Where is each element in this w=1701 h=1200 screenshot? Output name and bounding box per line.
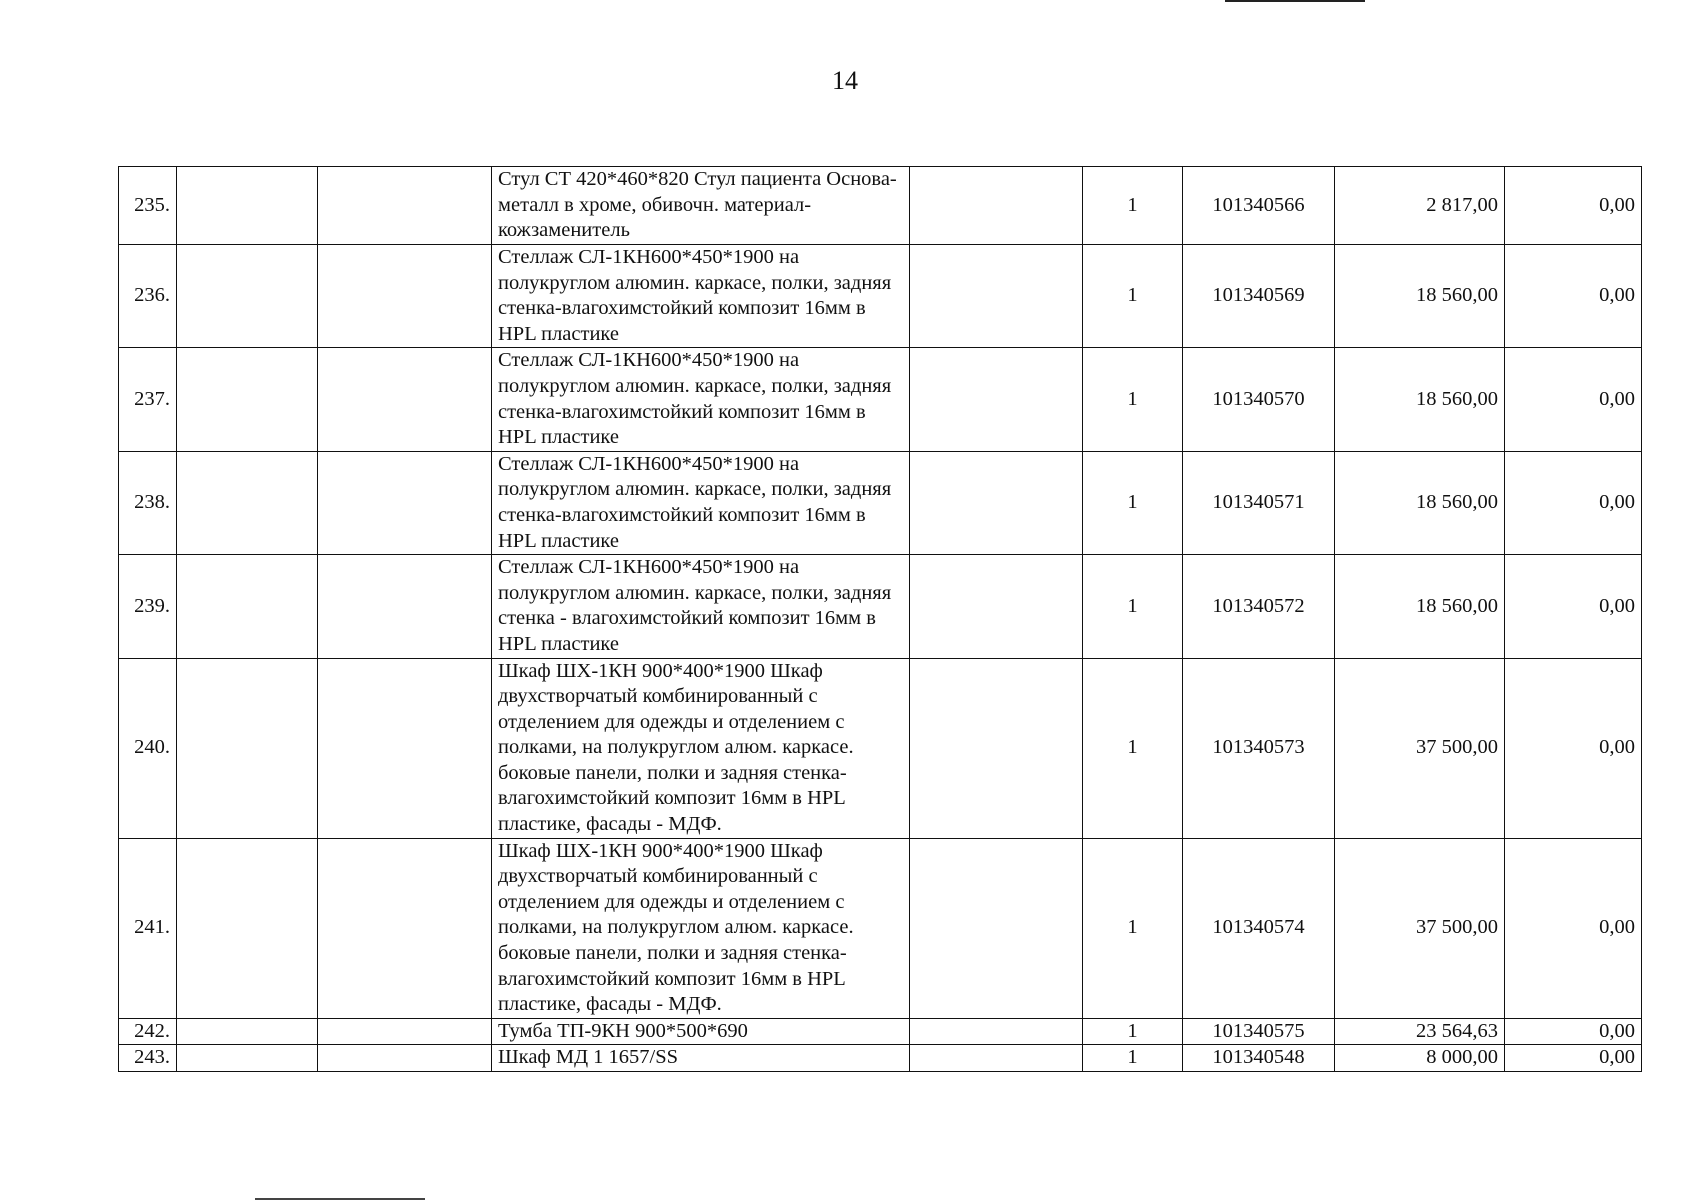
inventory-number: 101340574 — [1183, 838, 1335, 1018]
empty-cell — [177, 838, 318, 1018]
table-row — [119, 658, 1642, 838]
empty-cell — [177, 451, 318, 554]
row-number: 243. — [119, 1045, 177, 1072]
empty-cell — [910, 1018, 1083, 1045]
item-quantity: 1 — [1083, 245, 1183, 348]
empty-cell — [177, 555, 318, 658]
inventory-number: 101340566 — [1183, 167, 1335, 245]
residual-value: 0,00 — [1505, 555, 1642, 658]
inventory-number: 101340569 — [1183, 245, 1335, 348]
empty-cell — [910, 555, 1083, 658]
row-number: 238. — [119, 451, 177, 554]
empty-cell — [318, 1018, 492, 1045]
residual-value: 0,00 — [1505, 838, 1642, 1018]
residual-value: 0,00 — [1505, 658, 1642, 838]
item-quantity: 1 — [1083, 167, 1183, 245]
residual-value: 0,00 — [1505, 451, 1642, 554]
row-number: 239. — [119, 555, 177, 658]
empty-cell — [910, 838, 1083, 1018]
table-row — [119, 838, 1642, 1018]
row-number: 241. — [119, 838, 177, 1018]
residual-value: 0,00 — [1505, 167, 1642, 245]
item-description: Шкаф ШХ-1КН 900*400*1900 Шкаф двухстворчатый комбинированный с отделением для одежды и отделением с полками, на полукруглом алюм. каркасе. боковые панели, полки и задняя стенка-влагохимстойкий композит 16мм в HPL пластике, фасады - МДФ. — [492, 838, 910, 1018]
empty-cell — [318, 838, 492, 1018]
item-description: Стеллаж СЛ-1КН600*450*1900 на полукруглом алюмин. каркасе, полки, задняя стенка - влагохимстойкий композит 16мм в HPL пластике — [492, 555, 910, 658]
empty-cell — [318, 658, 492, 838]
item-description: Шкаф МД 1 1657/SS — [492, 1045, 910, 1072]
item-description: Стеллаж СЛ-1КН600*450*1900 на полукруглом алюмин. каркасе, полки, задняя стенка-влагохимстойкий композит 16мм в HPL пластике — [492, 348, 910, 451]
empty-cell — [177, 1018, 318, 1045]
item-description: Шкаф ШХ-1КН 900*400*1900 Шкаф двухстворчатый комбинированный с отделением для одежды и отделением с полками, на полукруглом алюм. каркасе. боковые панели, полки и задняя стенка-влагохимстойкий композит 16мм в HPL пластике, фасады - МДФ. — [492, 658, 910, 838]
table-row — [119, 348, 1642, 451]
inventory-number: 101340570 — [1183, 348, 1335, 451]
item-price: 23 564,63 — [1335, 1018, 1505, 1045]
item-description: Тумба ТП-9КН 900*500*690 — [492, 1018, 910, 1045]
inventory-number: 101340573 — [1183, 658, 1335, 838]
item-quantity: 1 — [1083, 1018, 1183, 1045]
table-row — [119, 451, 1642, 554]
residual-value: 0,00 — [1505, 348, 1642, 451]
row-number: 242. — [119, 1018, 177, 1045]
residual-value: 0,00 — [1505, 1018, 1642, 1045]
empty-cell — [910, 348, 1083, 451]
item-price: 18 560,00 — [1335, 348, 1505, 451]
item-quantity: 1 — [1083, 555, 1183, 658]
inventory-table-body — [119, 167, 1642, 1072]
item-price: 18 560,00 — [1335, 555, 1505, 658]
empty-cell — [318, 167, 492, 245]
empty-cell — [318, 555, 492, 658]
table-row — [119, 245, 1642, 348]
item-price: 18 560,00 — [1335, 245, 1505, 348]
table-row — [119, 1045, 1642, 1072]
row-number: 235. — [119, 167, 177, 245]
inventory-number: 101340571 — [1183, 451, 1335, 554]
row-number: 237. — [119, 348, 177, 451]
item-description: Стул СТ 420*460*820 Стул пациента Основа-металл в хроме, обивочн. материал-кожзаменитель — [492, 167, 910, 245]
inventory-number: 101340575 — [1183, 1018, 1335, 1045]
row-number: 236. — [119, 245, 177, 348]
empty-cell — [177, 167, 318, 245]
item-quantity: 1 — [1083, 348, 1183, 451]
item-quantity: 1 — [1083, 658, 1183, 838]
item-price: 37 500,00 — [1335, 658, 1505, 838]
table-row — [119, 167, 1642, 245]
item-price: 2 817,00 — [1335, 167, 1505, 245]
empty-cell — [177, 1045, 318, 1072]
empty-cell — [910, 658, 1083, 838]
empty-cell — [318, 451, 492, 554]
row-number: 240. — [119, 658, 177, 838]
empty-cell — [318, 245, 492, 348]
empty-cell — [318, 348, 492, 451]
inventory-number: 101340572 — [1183, 555, 1335, 658]
item-price: 18 560,00 — [1335, 451, 1505, 554]
empty-cell — [177, 245, 318, 348]
residual-value: 0,00 — [1505, 1045, 1642, 1072]
empty-cell — [910, 1045, 1083, 1072]
item-description: Стеллаж СЛ-1КН600*450*1900 на полукруглом алюмин. каркасе, полки, задняя стенка-влагохимстойкий композит 16мм в HPL пластике — [492, 451, 910, 554]
residual-value: 0,00 — [1505, 245, 1642, 348]
empty-cell — [177, 348, 318, 451]
page-number: 14 — [832, 66, 858, 95]
item-quantity: 1 — [1083, 451, 1183, 554]
item-quantity: 1 — [1083, 1045, 1183, 1072]
inventory-table — [118, 166, 1642, 1072]
empty-cell — [910, 245, 1083, 348]
empty-cell — [177, 658, 318, 838]
inventory-number: 101340548 — [1183, 1045, 1335, 1072]
item-price: 37 500,00 — [1335, 838, 1505, 1018]
empty-cell — [910, 167, 1083, 245]
table-row — [119, 555, 1642, 658]
empty-cell — [318, 1045, 492, 1072]
scan-edge-mark-top — [1225, 0, 1365, 2]
table-row — [119, 1018, 1642, 1045]
item-description: Стеллаж СЛ-1КН600*450*1900 на полукруглом алюмин. каркасе, полки, задняя стенка-влагохимстойкий композит 16мм в HPL пластике — [492, 245, 910, 348]
item-quantity: 1 — [1083, 838, 1183, 1018]
item-price: 8 000,00 — [1335, 1045, 1505, 1072]
empty-cell — [910, 451, 1083, 554]
